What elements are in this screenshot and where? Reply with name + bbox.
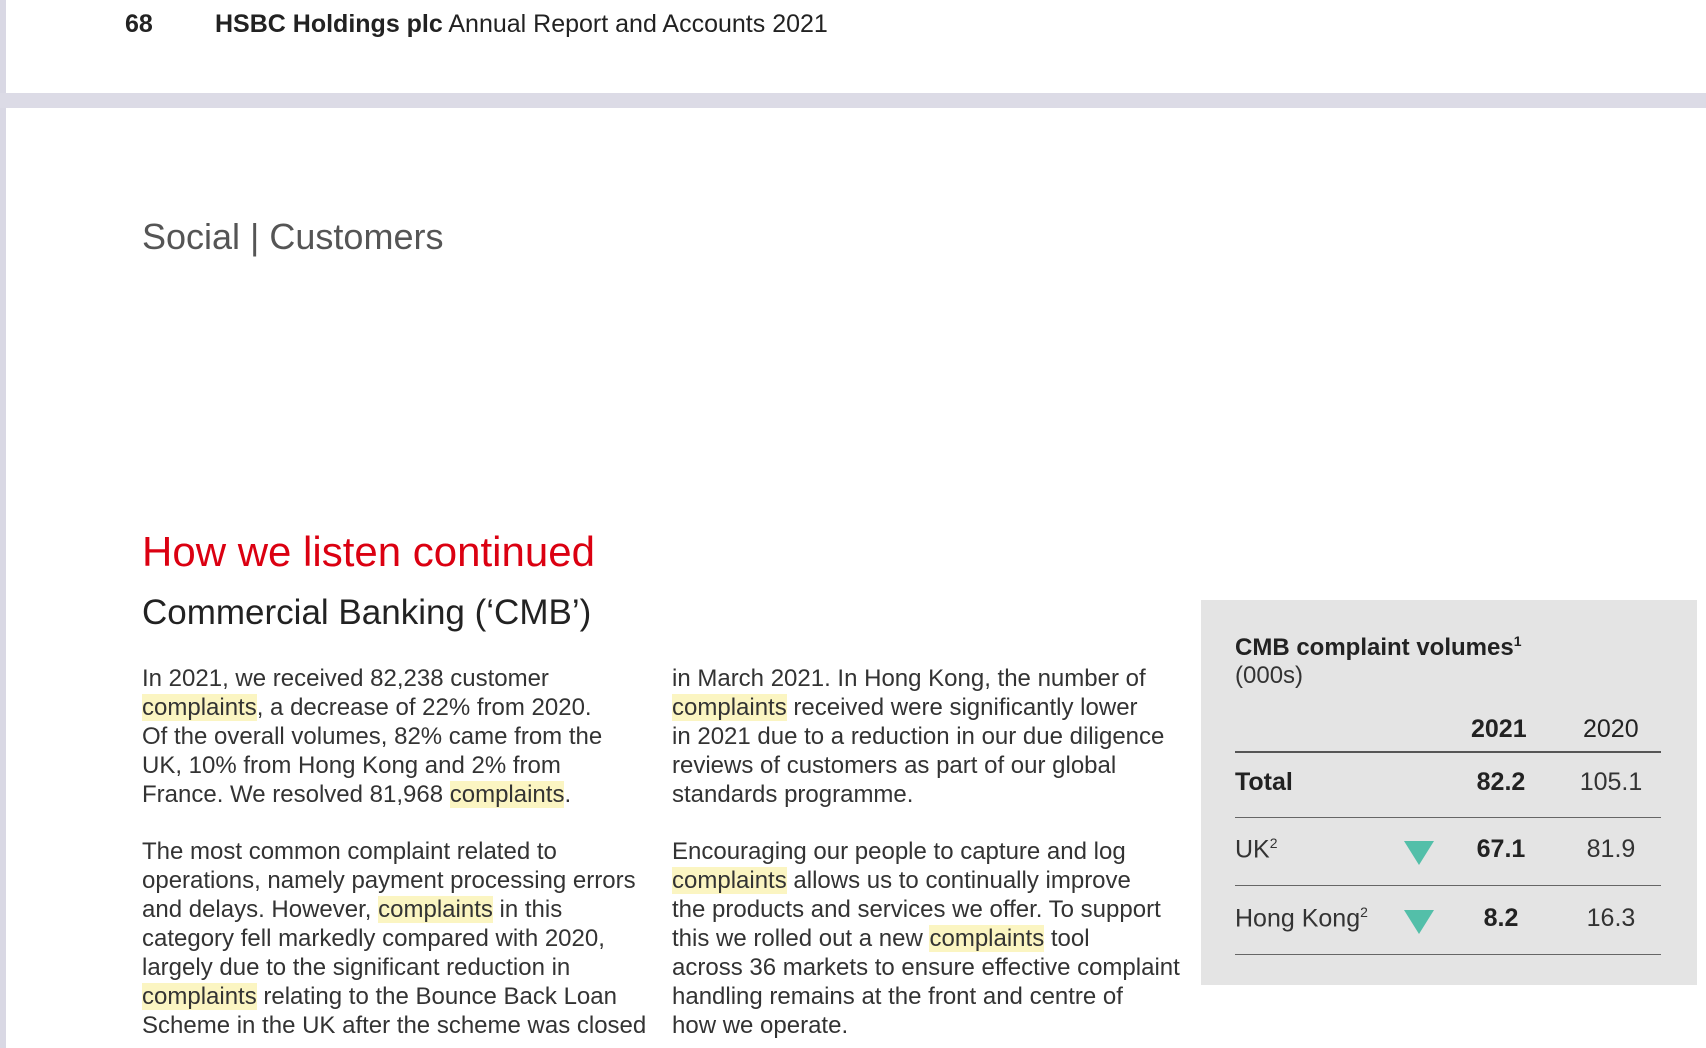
- text-line: Scheme in the UK after the scheme was closed: [142, 1012, 647, 1039]
- uk-2021-value: 67.1: [1476, 835, 1526, 863]
- heading-continued: continued: [401, 528, 595, 575]
- text-line: how we operate.: [672, 1012, 849, 1039]
- panel-title: [1235, 633, 1522, 662]
- row-rule: [1235, 954, 1661, 955]
- row-label-total: Total: [1235, 768, 1293, 796]
- company-name: HSBC Holdings plc: [215, 10, 443, 38]
- page-number: 68: [125, 10, 153, 38]
- down-triangle-icon: [1404, 841, 1434, 865]
- total-2021-value: 82.2: [1476, 768, 1526, 796]
- col2-paragraph-2: [672, 837, 1180, 1040]
- subheading: Commercial Banking (‘CMB’): [142, 593, 592, 632]
- text-line: complaints relating to the Bounce Back Loan: [142, 983, 617, 1010]
- report-name: Annual Report and Accounts 2021: [442, 10, 828, 38]
- text-line: complaints received were significantly lower: [672, 694, 1138, 721]
- uk-footnote: 2: [1269, 835, 1278, 851]
- hk-label-text: Hong Kong: [1235, 904, 1361, 933]
- text-line: complaints, a decrease of 22% from 2020.: [142, 694, 592, 721]
- text-line: complaints allows us to continually improve: [672, 867, 1131, 894]
- row-label-hong-kong: [1235, 904, 1368, 933]
- search-highlight: complaints: [929, 925, 1045, 952]
- header-rule: [1235, 751, 1661, 753]
- col1-paragraph-2: [142, 837, 646, 1040]
- row-rule: [1235, 817, 1661, 818]
- search-highlight: complaints: [142, 983, 257, 1010]
- text-line: in March 2021. In Hong Kong, the number of: [672, 665, 1146, 692]
- search-highlight: complaints: [672, 694, 787, 721]
- row-rule: [1235, 885, 1661, 886]
- text-line: standards programme.: [672, 781, 914, 808]
- text-line: France. We resolved 81,968 complaints.: [142, 781, 572, 808]
- uk-label-text: UK: [1235, 835, 1270, 864]
- text-line: reviews of customers as part of our global: [672, 752, 1117, 779]
- section-title: Social | Customers: [142, 216, 444, 257]
- panel-units: (000s): [1235, 662, 1304, 689]
- down-triangle-icon: [1404, 910, 1434, 934]
- text-line: and delays. However, complaints in this: [142, 896, 563, 923]
- complaint-volumes-panel: [1201, 600, 1697, 985]
- hk-footnote: 2: [1360, 904, 1368, 920]
- text-line: handling remains at the front and centre of: [672, 983, 1123, 1010]
- text-line: UK, 10% from Hong Kong and 2% from: [142, 752, 561, 779]
- total-2020-value: 105.1: [1579, 768, 1643, 796]
- heading-main: How we listen: [142, 528, 402, 575]
- page-heading: [142, 528, 595, 576]
- column-header-2020: 2020: [1583, 715, 1639, 743]
- col2-paragraph-1: [672, 664, 1164, 809]
- text-line: operations, namely payment processing errors: [142, 867, 636, 894]
- search-highlight: complaints: [142, 694, 257, 721]
- search-highlight: complaints: [672, 867, 787, 894]
- text-line: category fell markedly compared with 2020,: [142, 925, 605, 952]
- hk-2021-value: 8.2: [1483, 904, 1519, 932]
- text-line: across 36 markets to ensure effective complaint: [672, 954, 1180, 981]
- text-line: Encouraging our people to capture and log: [672, 838, 1126, 865]
- row-label-uk: [1235, 835, 1278, 864]
- text-line: in 2021 due to a reduction in our due diligence: [672, 723, 1165, 750]
- column-header-2021: 2021: [1471, 715, 1527, 743]
- text-line: the products and services we offer. To support: [672, 896, 1161, 923]
- text-line: largely due to the significant reduction in: [142, 954, 571, 981]
- text-line: this we rolled out a new complaints tool: [672, 925, 1090, 952]
- panel-title-footnote: 1: [1513, 633, 1522, 649]
- search-highlight: complaints: [449, 781, 565, 808]
- text-line: The most common complaint related to: [142, 838, 557, 865]
- text-line: In 2021, we received 82,238 customer: [142, 665, 549, 692]
- col1-paragraph-1: [142, 664, 602, 809]
- panel-title-text: CMB complaint volumes: [1235, 634, 1514, 661]
- text-line: Of the overall volumes, 82% came from the: [142, 723, 603, 750]
- search-highlight: complaints: [378, 896, 493, 923]
- left-margin-bar: [0, 0, 6, 1048]
- page-separator: [0, 93, 1706, 108]
- uk-2020-value: 81.9: [1586, 835, 1636, 863]
- report-title: [215, 10, 828, 39]
- hk-2020-value: 16.3: [1586, 904, 1636, 932]
